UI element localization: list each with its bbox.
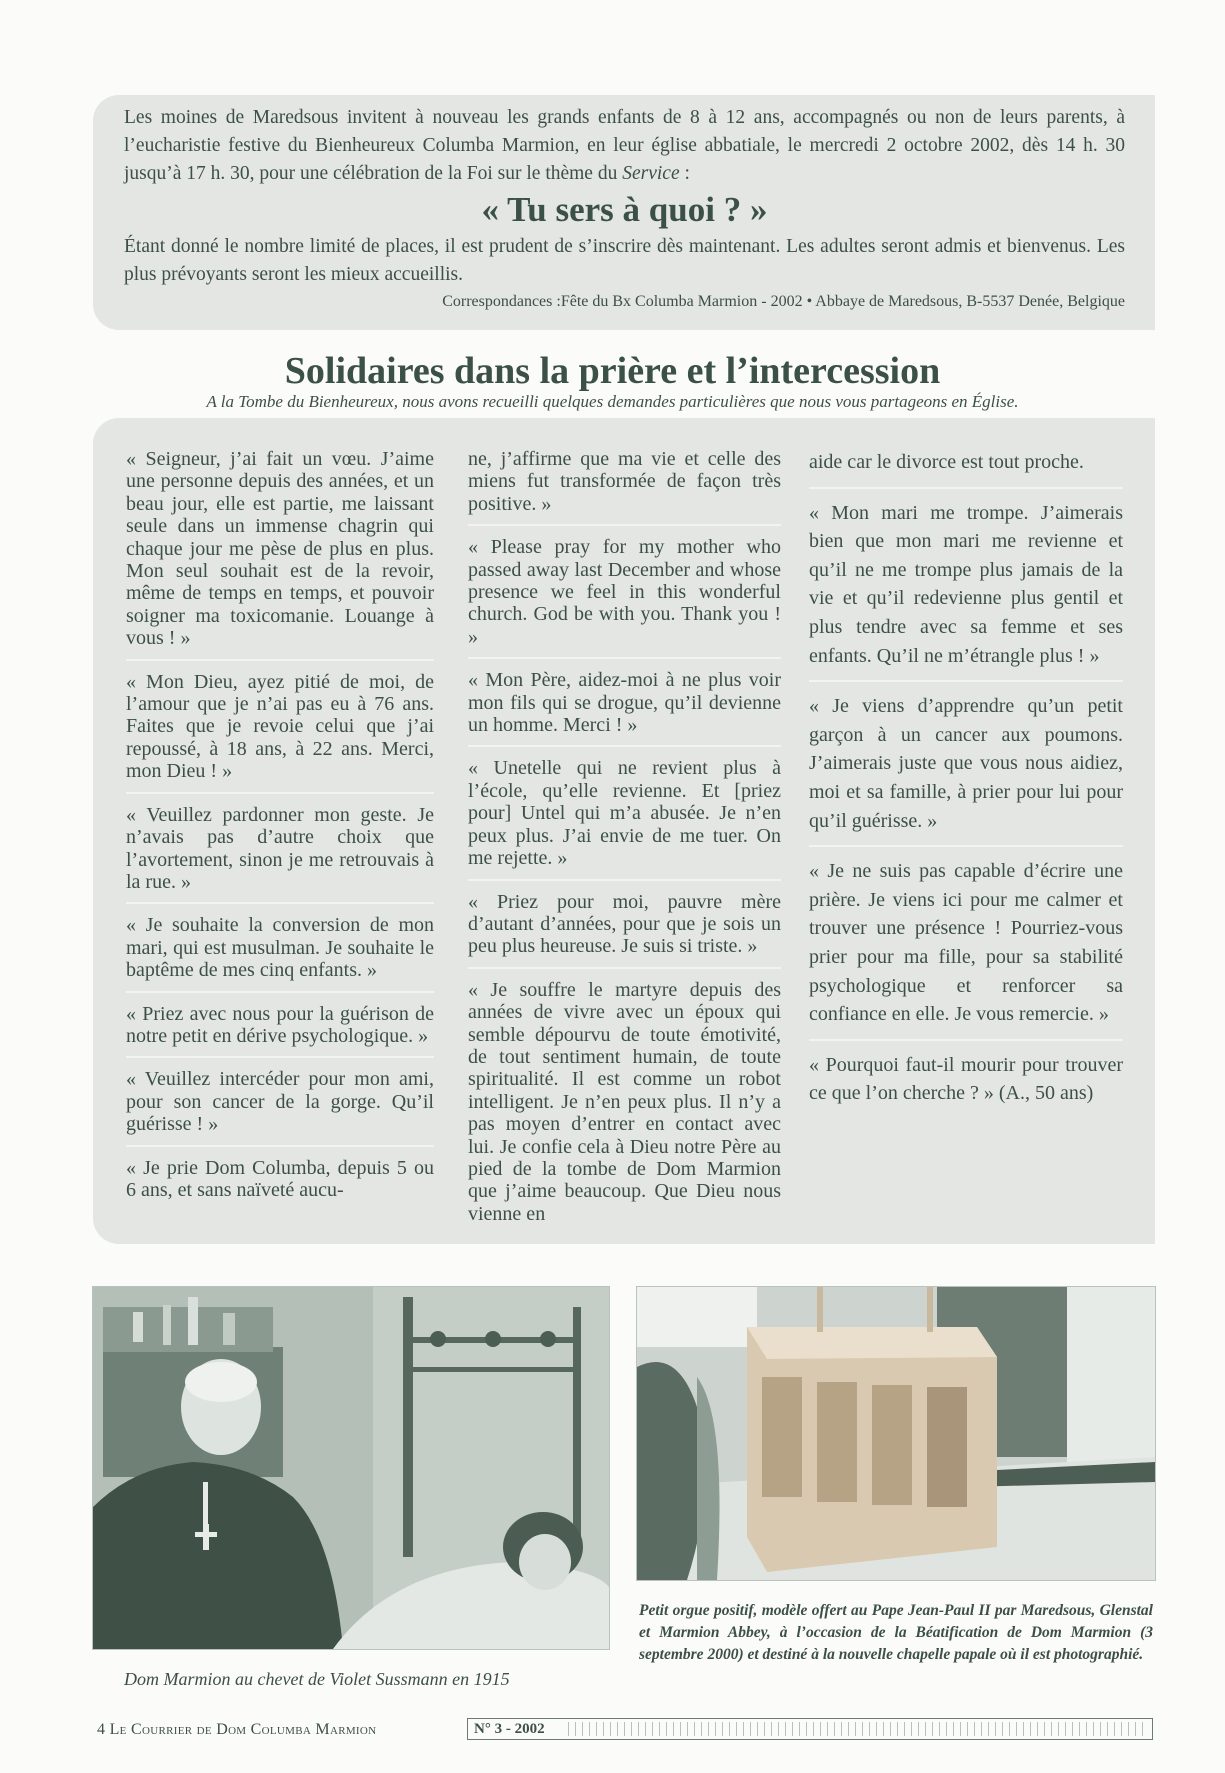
prayer-item: aide car le divorce est tout proche. (809, 448, 1123, 489)
prayer-item: « Please pray for my mother who passed away last December and whose presence we feel in this wonderful church. God be with you. Thank you ! » (468, 536, 781, 659)
announcement-box (93, 95, 1155, 330)
prayer-item: « Pourquoi faut-il mourir pour trouver ce que l’on cherche ? » (A., 50 ans) (809, 1053, 1123, 1105)
photo-organ-illustration (637, 1287, 1155, 1580)
section-title: Solidaires dans la prière et l’intercession (284, 350, 941, 392)
prayer-column-3 (809, 448, 1123, 1128)
prayer-item: ne, j’affirme que ma vie et celle des miens fut transformée de façon très positive. » (468, 448, 781, 526)
prayer-item: « Je souffre le martyre depuis des années de vivre avec un époux qui semble dépourvu de toute émotivité, de tout sentiment humain, de toute spiritualité. Il est comme un robot intelligent. Je n’en peux plus. Il n’y a pas moyen d’entrer en contact avec lui. Je confie cela à Dieu notre Père au pied de la tombe de Dom Marmion que j’aime beaucoup. Que Dieu nous vienne en (468, 978, 781, 1225)
prayer-item: « Veuillez intercéder pour mon ami, pour son cancer de la gorge. Qu’il guérisse ! » (126, 1068, 434, 1146)
prayer-item: « Mon Père, aidez-moi à ne plus voir mon fils qui se drogue, qu’il devienne un homme. Merci ! » (468, 669, 781, 747)
prayer-item: « Je souhaite la conversion de mon mari, qui est musulman. Je souhaite le baptême de mes cinq enfants. » (126, 914, 434, 992)
prayer-column-2 (468, 448, 781, 1244)
prayer-item: « Je prie Dom Columba, depuis 5 ou 6 ans, et sans naïveté aucu- (126, 1156, 434, 1201)
correspondence-line: Correspondances :Fête du Bx Columba Marmion - 2002 • Abbaye de Maredsous, B-5537 Denée, Belgique (442, 293, 1125, 310)
issue-number-box (467, 1718, 1153, 1740)
prayer-item: « Je viens d’apprendre qu’un petit garçon à un cancer aux poumons. J’aimerais juste que vous nous aidiez, moi et sa famille, à prier pour lui pour qu’il guérisse. » (809, 692, 1123, 847)
announcement-text-end: : (679, 163, 690, 184)
prayer-item: « Mon Dieu, ayez pitié de moi, de l’amour que je n’ai pas eu à 76 ans. Faites que je revoie celui que j’ai repoussé, à 18 ans, à 22 ans. Merci, mon Dieu ! » (126, 671, 434, 794)
prayer-item: « Veuillez pardonner mon geste. Je n’avais pas d’autre choix que l’avortement, sinon je me retrouvais à la rue. » (126, 804, 434, 905)
prayer-item: « Priez pour moi, pauvre mère d’autant d’années, pour que je sois un peu plus heureuse. Je suis si triste. » (468, 891, 781, 969)
photo-organ (636, 1286, 1156, 1581)
announcement-note: Étant donné le nombre limité de places, il est prudent de s’inscrire dès maintenant. Les adultes seront admis et bienvenus. Les plus prévoyants seront les mieux accueillis. (124, 236, 1125, 285)
prayer-item: « Je ne suis pas capable d’écrire une prière. Je viens ici pour me calmer et trouver une présence ! Pourriez-vous prier pour ma fille, pour sa stabilité psychologique et renforcer sa confiance en elle. Je vous remercie. » (809, 857, 1123, 1041)
prayer-column-1 (126, 448, 434, 1220)
prayers-box (93, 418, 1155, 1244)
announcement-theme: Service (622, 163, 680, 184)
prayer-item: « Seigneur, j’ai fait un vœu. J’aime une personne depuis des années, et un beau jour, elle est partie, me laissant seule dans un immense chagrin qui chaque jour me pèse de plus en plus. Mon seul souhait est de la revoir, même de temps en temps, et pouvoir soigner ma toxicomanie. Louange à vous ! » (126, 448, 434, 661)
announcement-title: « Tu sers à quoi ? » (481, 190, 768, 229)
photo-dom-marmion-illustration (93, 1287, 609, 1649)
announcement-text (124, 104, 1125, 188)
prayer-item: « Unetelle qui ne revient plus à l’école, qu’elle revienne. Et [priez pour] Untel qui m’a abusée. Je n’en peux plus. J’ai envie de me tuer. On me rejette. » (468, 757, 781, 880)
issue-number: N° 3 - 2002 (474, 1721, 545, 1737)
section-subtitle: A la Tombe du Bienheureux, nous avons recueilli quelques demandes particulières que nous vous partageons en Église. (206, 392, 1019, 411)
prayer-item: « Priez avec nous pour la guérison de notre petit en dérive psychologique. » (126, 1003, 434, 1059)
photo-dom-marmion-bedside (92, 1286, 610, 1650)
photo1-caption: Dom Marmion au chevet de Violet Sussmann en 1915 (124, 1669, 510, 1689)
decorative-ruler (568, 1722, 1149, 1736)
photo2-caption: Petit orgue positif, modèle offert au Pape Jean-Paul II par Maredsous, Glenstal et Marmion Abbey, à l’occasion de la Béatification de Dom Marmion (3 septembre 2000) et destiné à la nouvelle chapelle papale où il est photographié. (639, 1602, 1153, 1663)
announcement-text-start: Les moines de Maredsous invitent à nouveau les grands enfants de 8 à 12 ans, accompagnés ou non de leurs parents, à l’eucharistie festive du Bienheureux Columba Marmion, en leur église abbatiale, le mercredi 2 octobre 2002, dès 14 h. 30 jusqu’à 17 h. 30, pour une célébration de la Foi sur le thème du (124, 107, 1125, 184)
page-footer: 4 Le Courrier de Dom Columba Marmion (97, 1721, 377, 1738)
prayer-item: « Mon mari me trompe. J’aimerais bien que mon mari me revienne et qu’il ne me trompe plus jamais de la vie et qu’il redevienne plus gentil et plus tendre avec sa femme et ses enfants. Qu’il ne m’étrangle plus ! » (809, 499, 1123, 683)
